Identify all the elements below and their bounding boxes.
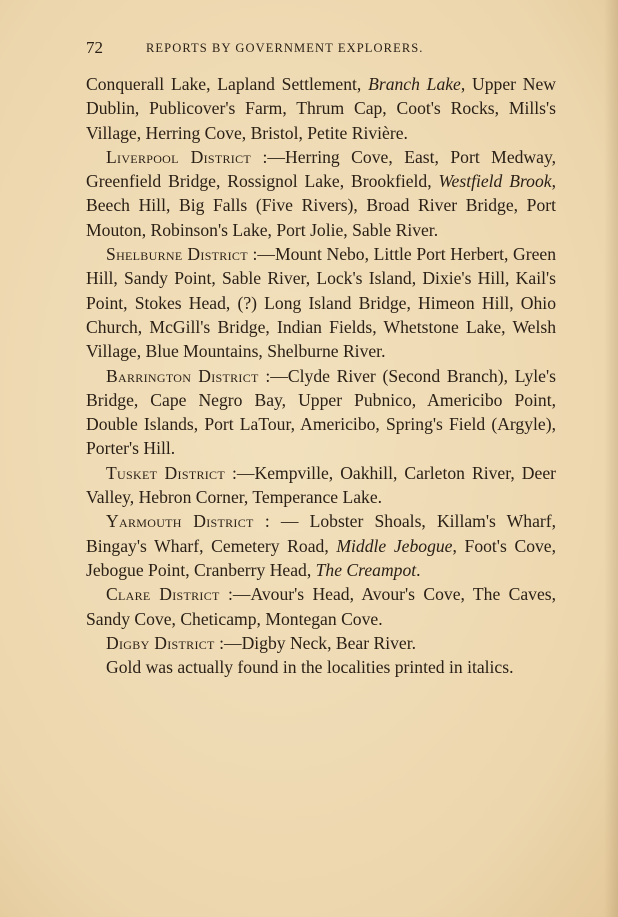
paragraph-lunenburg-continuation	[86, 72, 556, 145]
district-heading: Shelburne District	[106, 244, 248, 265]
text-run: :—Kempville, Oakhill, Carleton River, Deer Valley, Hebron Corner, Temperance Lake.	[86, 462, 556, 508]
text-run: .	[416, 559, 421, 580]
text-run: :—Avour's Head, Avour's Cove, The Caves, Sandy Cove, Cheticamp, Montegan Cove.	[86, 584, 557, 629]
district-heading: Barrington District	[106, 365, 259, 386]
paragraph-italics-note	[86, 655, 556, 679]
text-run: :—Clyde River (Second Branch), Lyle's Bridge, Cape Negro Bay, Upper Pubnico, Americibo Point, Double Islands, Port LaTour, Americibo, Spring's Field (Argyle), Porter's Hill.	[86, 365, 556, 459]
district-heading: Clare District	[106, 584, 220, 605]
paragraph-barrington-district	[86, 364, 556, 461]
text-run: : — Lobster Shoals, Killam's Wharf, Bingay's Wharf, Cemetery Road,	[86, 511, 556, 556]
text-run: , Foot's Cove, Jebogue Point, Cranberry Head,	[86, 535, 556, 580]
page-header	[86, 38, 556, 58]
paragraph-yarmouth-district	[86, 509, 556, 582]
gold-locality: Middle Jebogue	[336, 535, 453, 556]
paragraph-liverpool-district	[86, 145, 556, 242]
text-run: :—Herring Cove, East, Port Medway, Greenfield Bridge, Rossignol Lake, Brookfield,	[86, 146, 557, 192]
body-text	[86, 72, 556, 679]
district-heading: Tusket District	[106, 462, 225, 483]
running-head: REPORTS BY GOVERNMENT EXPLORERS.	[146, 41, 424, 55]
text-run: Conquerall Lake, Lapland Settlement,	[86, 74, 369, 94]
paragraph-digby-district	[86, 631, 556, 655]
district-heading: Liverpool District	[106, 146, 252, 167]
paragraph-shelburne-district	[86, 242, 556, 363]
text-run: Gold was actually found in the localities printed in italics.	[106, 657, 514, 678]
text-run: , Upper New Dublin, Publicover's Farm, Thrum Cap, Coot's Rocks, Mills's Village, Herring Cove, Bristol, Petite Rivière.	[86, 74, 556, 143]
page-number: 72	[86, 38, 103, 57]
paragraph-clare-district	[86, 582, 556, 631]
gold-locality: Westfield Brook	[438, 171, 552, 192]
gold-locality: The Creampot	[315, 559, 417, 580]
paragraph-tusket-district	[86, 461, 556, 510]
gold-locality: Branch Lake	[368, 74, 461, 94]
district-heading: Digby District	[106, 632, 215, 653]
text-run: :—Digby Neck, Bear River.	[214, 632, 416, 653]
text-run: , Beech Hill, Big Falls (Five Rivers), Broad River Bridge, Port Mouton, Robinson's Lake, Port Jolie, Sable River.	[86, 171, 556, 240]
text-run: :—Mount Nebo, Little Port Herbert, Green Hill, Sandy Point, Sable River, Lock's Island, Dixie's Hill, Kail's Point, Stokes Head, (?) Long Island Bridge, Himeon Hill, Ohio Church, McGill's Bridge, Indian Fields, Whetstone Lake, Welsh Village, Blue Mountains, Shelburne River.	[86, 244, 556, 362]
district-heading: Yarmouth District	[106, 511, 254, 532]
